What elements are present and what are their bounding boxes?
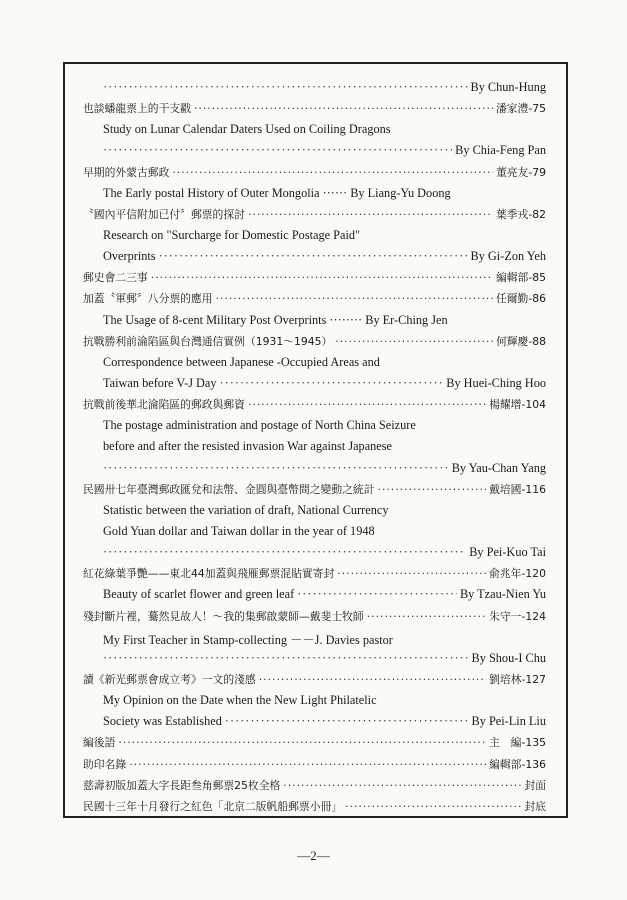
toc-entry-title: Taiwan before V-J Day	[103, 375, 217, 390]
dot-leader	[103, 461, 449, 476]
dot-leader	[103, 545, 466, 560]
toc-entry-title: The Early postal History of Outer Mongolia ······ By Liang-Yu Doong	[103, 185, 451, 200]
toc-entry-author-page: By Huei-Ching Hoo	[446, 375, 546, 390]
toc-row	[83, 101, 546, 122]
toc-entry-title: 紅花綠葉爭艷——東北44加蓋與飛雁郵票混貼實寄封	[83, 567, 335, 581]
toc-entry-author-page: By Pei-Lin Liu	[471, 714, 546, 729]
toc-entry-author-page: 何輝慶-88	[495, 334, 546, 348]
toc-entry-author-page: By Gi-Zon Yeh	[470, 249, 546, 264]
toc-entry-title: 抗戰勝利前淪陷區與台灣通信實例（1931～1945）	[83, 334, 333, 348]
toc-row	[83, 693, 546, 714]
toc-entry-title: Research on "Surcharge for Domestic Postage Paid"	[103, 227, 361, 242]
toc-entry-title: The Usage of 8-cent Military Post Overprints ········ By Er-Ching Jen	[103, 312, 448, 327]
toc-row	[83, 355, 546, 376]
toc-row	[83, 482, 546, 503]
toc-entry-title: Statistic between the variation of draft, National Currency	[103, 502, 389, 517]
toc-entry-author-page: 俞兆年-120	[489, 567, 546, 581]
toc-entry-author-page: By Chia-Feng Pan	[455, 143, 546, 158]
dot-leader	[367, 610, 486, 623]
toc-entry-title: before and after the resisted invasion War against Japanese	[103, 439, 393, 454]
toc-row	[83, 249, 546, 270]
toc-entry-title: 編後語	[83, 736, 116, 750]
toc-entry-title: Overprints	[103, 249, 156, 264]
dot-leader	[194, 102, 493, 115]
toc-entry-title: 殘封斷片裡，驀然見故人！～我的集郵啟蒙師—戴斐士牧師	[83, 609, 364, 623]
toc-row	[83, 186, 546, 207]
toc-row	[83, 587, 546, 608]
toc-entry-author-page: 楊耀增-104	[489, 398, 546, 412]
dot-leader	[337, 567, 486, 580]
toc-entry-author-page: 編輯部-85	[495, 271, 546, 285]
toc-row	[83, 630, 546, 651]
toc-entry-title: My First Teacher in Stamp-collecting －－J. Davies pastor	[103, 632, 393, 647]
toc-entry-author-page: 葉季戎-82	[495, 207, 546, 221]
toc-row	[83, 757, 546, 778]
toc-row	[83, 376, 546, 397]
toc-entry-title: 民國卅七年臺灣郵政匯兌和法幣、金圓與臺幣間之變動之統計	[83, 482, 375, 496]
toc-entry-author-page: By Shou-I Chu	[471, 650, 546, 665]
toc-row	[83, 270, 546, 291]
dot-leader	[103, 80, 468, 95]
dot-leader	[216, 292, 493, 305]
toc-row	[83, 566, 546, 587]
dot-leader	[297, 587, 457, 602]
toc-entry-author-page: 編輯部-136	[489, 757, 546, 771]
toc-row	[83, 165, 546, 186]
toc-entry-title: The postage administration and postage of North China Seizure	[103, 418, 416, 433]
toc-entry-author-page: 劉培林-127	[489, 672, 546, 686]
dot-leader	[118, 736, 486, 749]
toc-row	[83, 439, 546, 460]
dot-leader	[335, 335, 493, 348]
toc-row	[83, 143, 546, 164]
dot-leader	[220, 376, 444, 391]
toc-entry-title: Society was Established	[103, 714, 222, 729]
toc-row	[83, 672, 546, 693]
toc-entry-author-page: 戴培國-116	[489, 482, 546, 496]
toc-row	[83, 334, 546, 355]
dot-leader	[129, 758, 486, 771]
dot-leader	[259, 673, 486, 686]
toc-row	[83, 228, 546, 249]
toc-row	[83, 503, 546, 524]
dot-leader	[159, 249, 468, 264]
content-frame	[63, 62, 568, 818]
toc-entry-author-page: 朱守一-124	[489, 609, 546, 623]
toc-entry-title: Correspondence between Japanese -Occupied Areas and	[103, 354, 380, 369]
toc-entry-title: 讀《新光郵票會成立考》一文的淺感	[83, 672, 256, 686]
toc-row	[83, 207, 546, 228]
dot-leader	[283, 779, 521, 792]
dot-leader	[248, 208, 493, 221]
toc-entry-author-page: By Tzau-Nien Yu	[459, 587, 546, 602]
toc-entry-author-page: 封底	[524, 799, 546, 813]
toc-entry-author-page: 潘家澧-75	[495, 102, 546, 116]
toc-entry-author-page: 主 編-135	[489, 736, 546, 750]
toc-entry-author-page: By Chun-Hung	[470, 80, 546, 94]
toc-entry-title: 助印名錄	[83, 757, 127, 771]
dot-leader	[151, 271, 493, 284]
toc-row	[83, 313, 546, 334]
dot-leader	[103, 651, 469, 666]
toc-entry-title: 〝國內平信附加已付〞郵票的探討	[83, 207, 245, 221]
toc-row	[83, 545, 546, 566]
toc-entry-title: 慈壽初版加蓋大字長距叁角郵票25枚全格	[83, 778, 281, 792]
toc-row	[83, 291, 546, 312]
toc-entry-title: 民國十三年十月發行之紅色「北京二版帆船郵票小冊」	[83, 799, 343, 813]
toc-entry-author-page: 封面	[524, 778, 546, 792]
toc-entry-title: 早期的外蒙古郵政	[83, 165, 170, 179]
toc-entry-title: 加蓋〝軍郵〞八分票的應用	[83, 292, 213, 306]
toc-row	[83, 122, 546, 143]
toc-entry-author-page: By Pei-Kuo Tai	[469, 545, 546, 560]
dot-leader	[225, 714, 469, 729]
toc-row	[83, 714, 546, 735]
toc-row	[83, 80, 546, 101]
toc-row	[83, 799, 546, 818]
dot-leader	[378, 483, 487, 496]
toc-row	[83, 778, 546, 799]
toc-row	[83, 735, 546, 756]
toc-row	[83, 418, 546, 439]
toc-entry-title: 抗戰前後華北淪陷區的郵政與郵資	[83, 398, 245, 412]
toc-entry-author-page: 董亮友-79	[495, 165, 546, 179]
toc-row	[83, 397, 546, 418]
toc-entry-author-page: By Yau-Chan Yang	[451, 460, 546, 475]
toc-row	[83, 461, 546, 482]
toc-entry-title: Study on Lunar Calendar Daters Used on Coiling Dragons	[103, 122, 391, 137]
toc-entry-title: Beauty of scarlet flower and green leaf	[103, 587, 295, 602]
toc-entry-title: Gold Yuan dollar and Taiwan dollar in the year of 1948	[103, 523, 375, 538]
toc-entry-title: 也談蟠龍票上的干支戳	[83, 102, 191, 116]
toc-row	[83, 524, 546, 545]
toc-entry-title: 郵史會二三事	[83, 271, 148, 285]
dot-leader	[345, 800, 521, 813]
page-number: —2—	[297, 848, 330, 863]
dot-leader	[248, 398, 486, 411]
toc-entry-author-page: 任爾勤-86	[495, 292, 546, 306]
toc-row	[83, 609, 546, 630]
toc-row	[83, 651, 546, 672]
toc-entry-title: My Opinion on the Date when the New Light Philatelic	[103, 693, 377, 708]
dot-leader	[103, 143, 452, 158]
dot-leader	[172, 166, 493, 179]
table-of-contents	[83, 80, 546, 818]
